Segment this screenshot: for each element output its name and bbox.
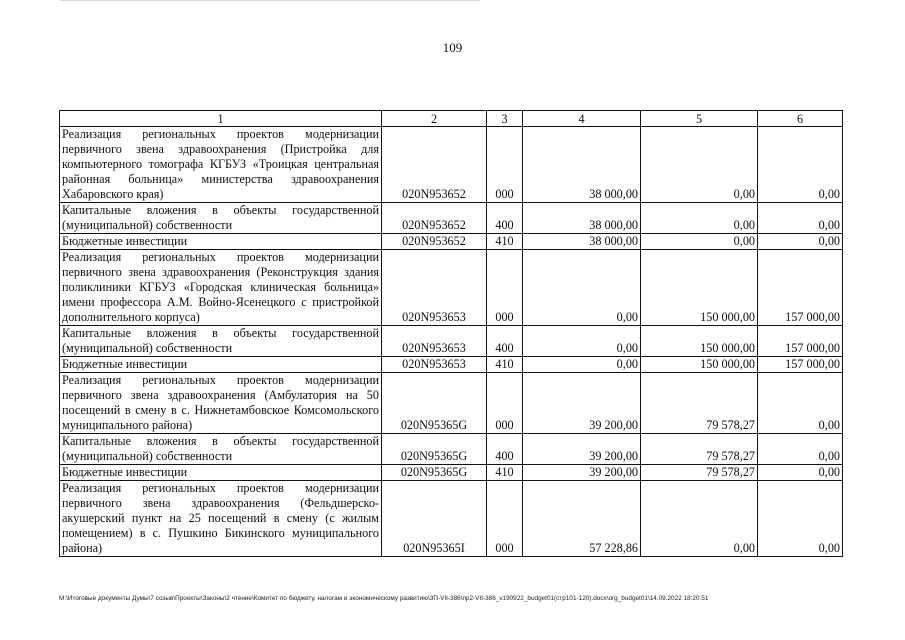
amount-col4-cell: 39 200,00 [523,373,641,434]
table-body [60,127,843,557]
budget-table [59,110,843,557]
amount-col6-cell: 157 000,00 [758,357,843,373]
amount-col5-cell: 79 578,27 [641,465,758,481]
row-name-cell: Реализация региональных проектов модернизации первичного звена здравоохранения (Амбулатория на 50 посещений в смену в с. Нижнетамбовское Комсомольского муниципального района) [60,373,382,434]
row-name-cell: Капитальные вложения в объекты государственной (муниципальной) собственности [60,434,382,465]
amount-col4-cell: 38 000,00 [523,203,641,234]
table-row [60,326,843,357]
target-article-code-cell: 020N953652 [382,234,487,250]
amount-col6-cell: 157 000,00 [758,326,843,357]
column-header: 5 [641,111,758,127]
amount-col4-cell: 0,00 [523,357,641,373]
expense-type-code-cell: 410 [487,465,523,481]
target-article-code-cell: 020N95365G [382,465,487,481]
amount-col5-cell: 0,00 [641,234,758,250]
table-row [60,357,843,373]
table-row [60,250,843,326]
amount-col5-cell: 0,00 [641,127,758,203]
table-row [60,481,843,557]
scan-artifact-line [60,0,480,1]
amount-col5-cell: 150 000,00 [641,357,758,373]
expense-type-code-cell: 000 [487,481,523,557]
expense-type-code-cell: 000 [487,250,523,326]
amount-col4-cell: 39 200,00 [523,434,641,465]
table-row [60,234,843,250]
row-name-cell: Бюджетные инвестиции [60,357,382,373]
expense-type-code-cell: 410 [487,234,523,250]
column-header: 2 [382,111,487,127]
target-article-code-cell: 020N95365G [382,434,487,465]
expense-type-code-cell: 000 [487,373,523,434]
row-name-cell: Реализация региональных проектов модернизации первичного звена здравоохранения (Фельдшерско-акушерский пункт на 25 посещений в смену (с жилым помещением) в с. Пушкино Бикинского муниципального района) [60,481,382,557]
column-header: 1 [60,111,382,127]
column-header: 3 [487,111,523,127]
target-article-code-cell: 020N95365I [382,481,487,557]
target-article-code-cell: 020N953653 [382,357,487,373]
target-article-code-cell: 020N953652 [382,203,487,234]
amount-col4-cell: 0,00 [523,326,641,357]
target-article-code-cell: 020N953653 [382,326,487,357]
row-name-cell: Капитальные вложения в объекты государственной (муниципальной) собственности [60,326,382,357]
amount-col4-cell: 39 200,00 [523,465,641,481]
amount-col4-cell: 0,00 [523,250,641,326]
footer-file-path: M:\Итоговые документы Думы\7 созыв\Проекты\Законы\2 чтение\Комитет по бюджету, налогам и экономическому развитию\3П-VII-386\пр2-VII-386_v190922_budget01(стр101-120).docx\org_budget01\14.09.2022 18:20:51 [59,595,709,602]
expense-type-code-cell: 400 [487,203,523,234]
amount-col5-cell: 79 578,27 [641,434,758,465]
expense-type-code-cell: 400 [487,326,523,357]
amount-col6-cell: 0,00 [758,481,843,557]
row-name-cell: Реализация региональных проектов модернизации первичного звена здравоохранения (Реконструкция здания поликлиники КГБУЗ «Городская клиническая больница» имени профессора А.М. Войно-Ясенецкого с пристройкой дополнительного корпуса) [60,250,382,326]
amount-col6-cell: 0,00 [758,465,843,481]
target-article-code-cell: 020N953652 [382,127,487,203]
column-header: 4 [523,111,641,127]
amount-col6-cell: 0,00 [758,127,843,203]
amount-col5-cell: 0,00 [641,203,758,234]
amount-col6-cell: 0,00 [758,234,843,250]
table-row [60,127,843,203]
amount-col4-cell: 57 228,86 [523,481,641,557]
table-row [60,373,843,434]
table-header-row [60,111,843,127]
page-number: 109 [442,40,463,55]
amount-col4-cell: 38 000,00 [523,127,641,203]
row-name-cell: Бюджетные инвестиции [60,234,382,250]
expense-type-code-cell: 410 [487,357,523,373]
amount-col5-cell: 79 578,27 [641,373,758,434]
amount-col6-cell: 157 000,00 [758,250,843,326]
amount-col6-cell: 0,00 [758,434,843,465]
row-name-cell: Бюджетные инвестиции [60,465,382,481]
table-row [60,434,843,465]
table-row [60,465,843,481]
column-header: 6 [758,111,843,127]
target-article-code-cell: 020N953653 [382,250,487,326]
expense-type-code-cell: 400 [487,434,523,465]
amount-col6-cell: 0,00 [758,203,843,234]
amount-col5-cell: 150 000,00 [641,326,758,357]
target-article-code-cell: 020N95365G [382,373,487,434]
amount-col6-cell: 0,00 [758,373,843,434]
amount-col5-cell: 0,00 [641,481,758,557]
amount-col5-cell: 150 000,00 [641,250,758,326]
row-name-cell: Капитальные вложения в объекты государственной (муниципальной) собственности [60,203,382,234]
table-row [60,203,843,234]
expense-type-code-cell: 000 [487,127,523,203]
row-name-cell: Реализация региональных проектов модернизации первичного звена здравоохранения (Пристройка для компьютерного томографа КГБУЗ «Троицкая центральная районная больница» министерства здравоохранения Хабаровского края) [60,127,382,203]
amount-col4-cell: 38 000,00 [523,234,641,250]
